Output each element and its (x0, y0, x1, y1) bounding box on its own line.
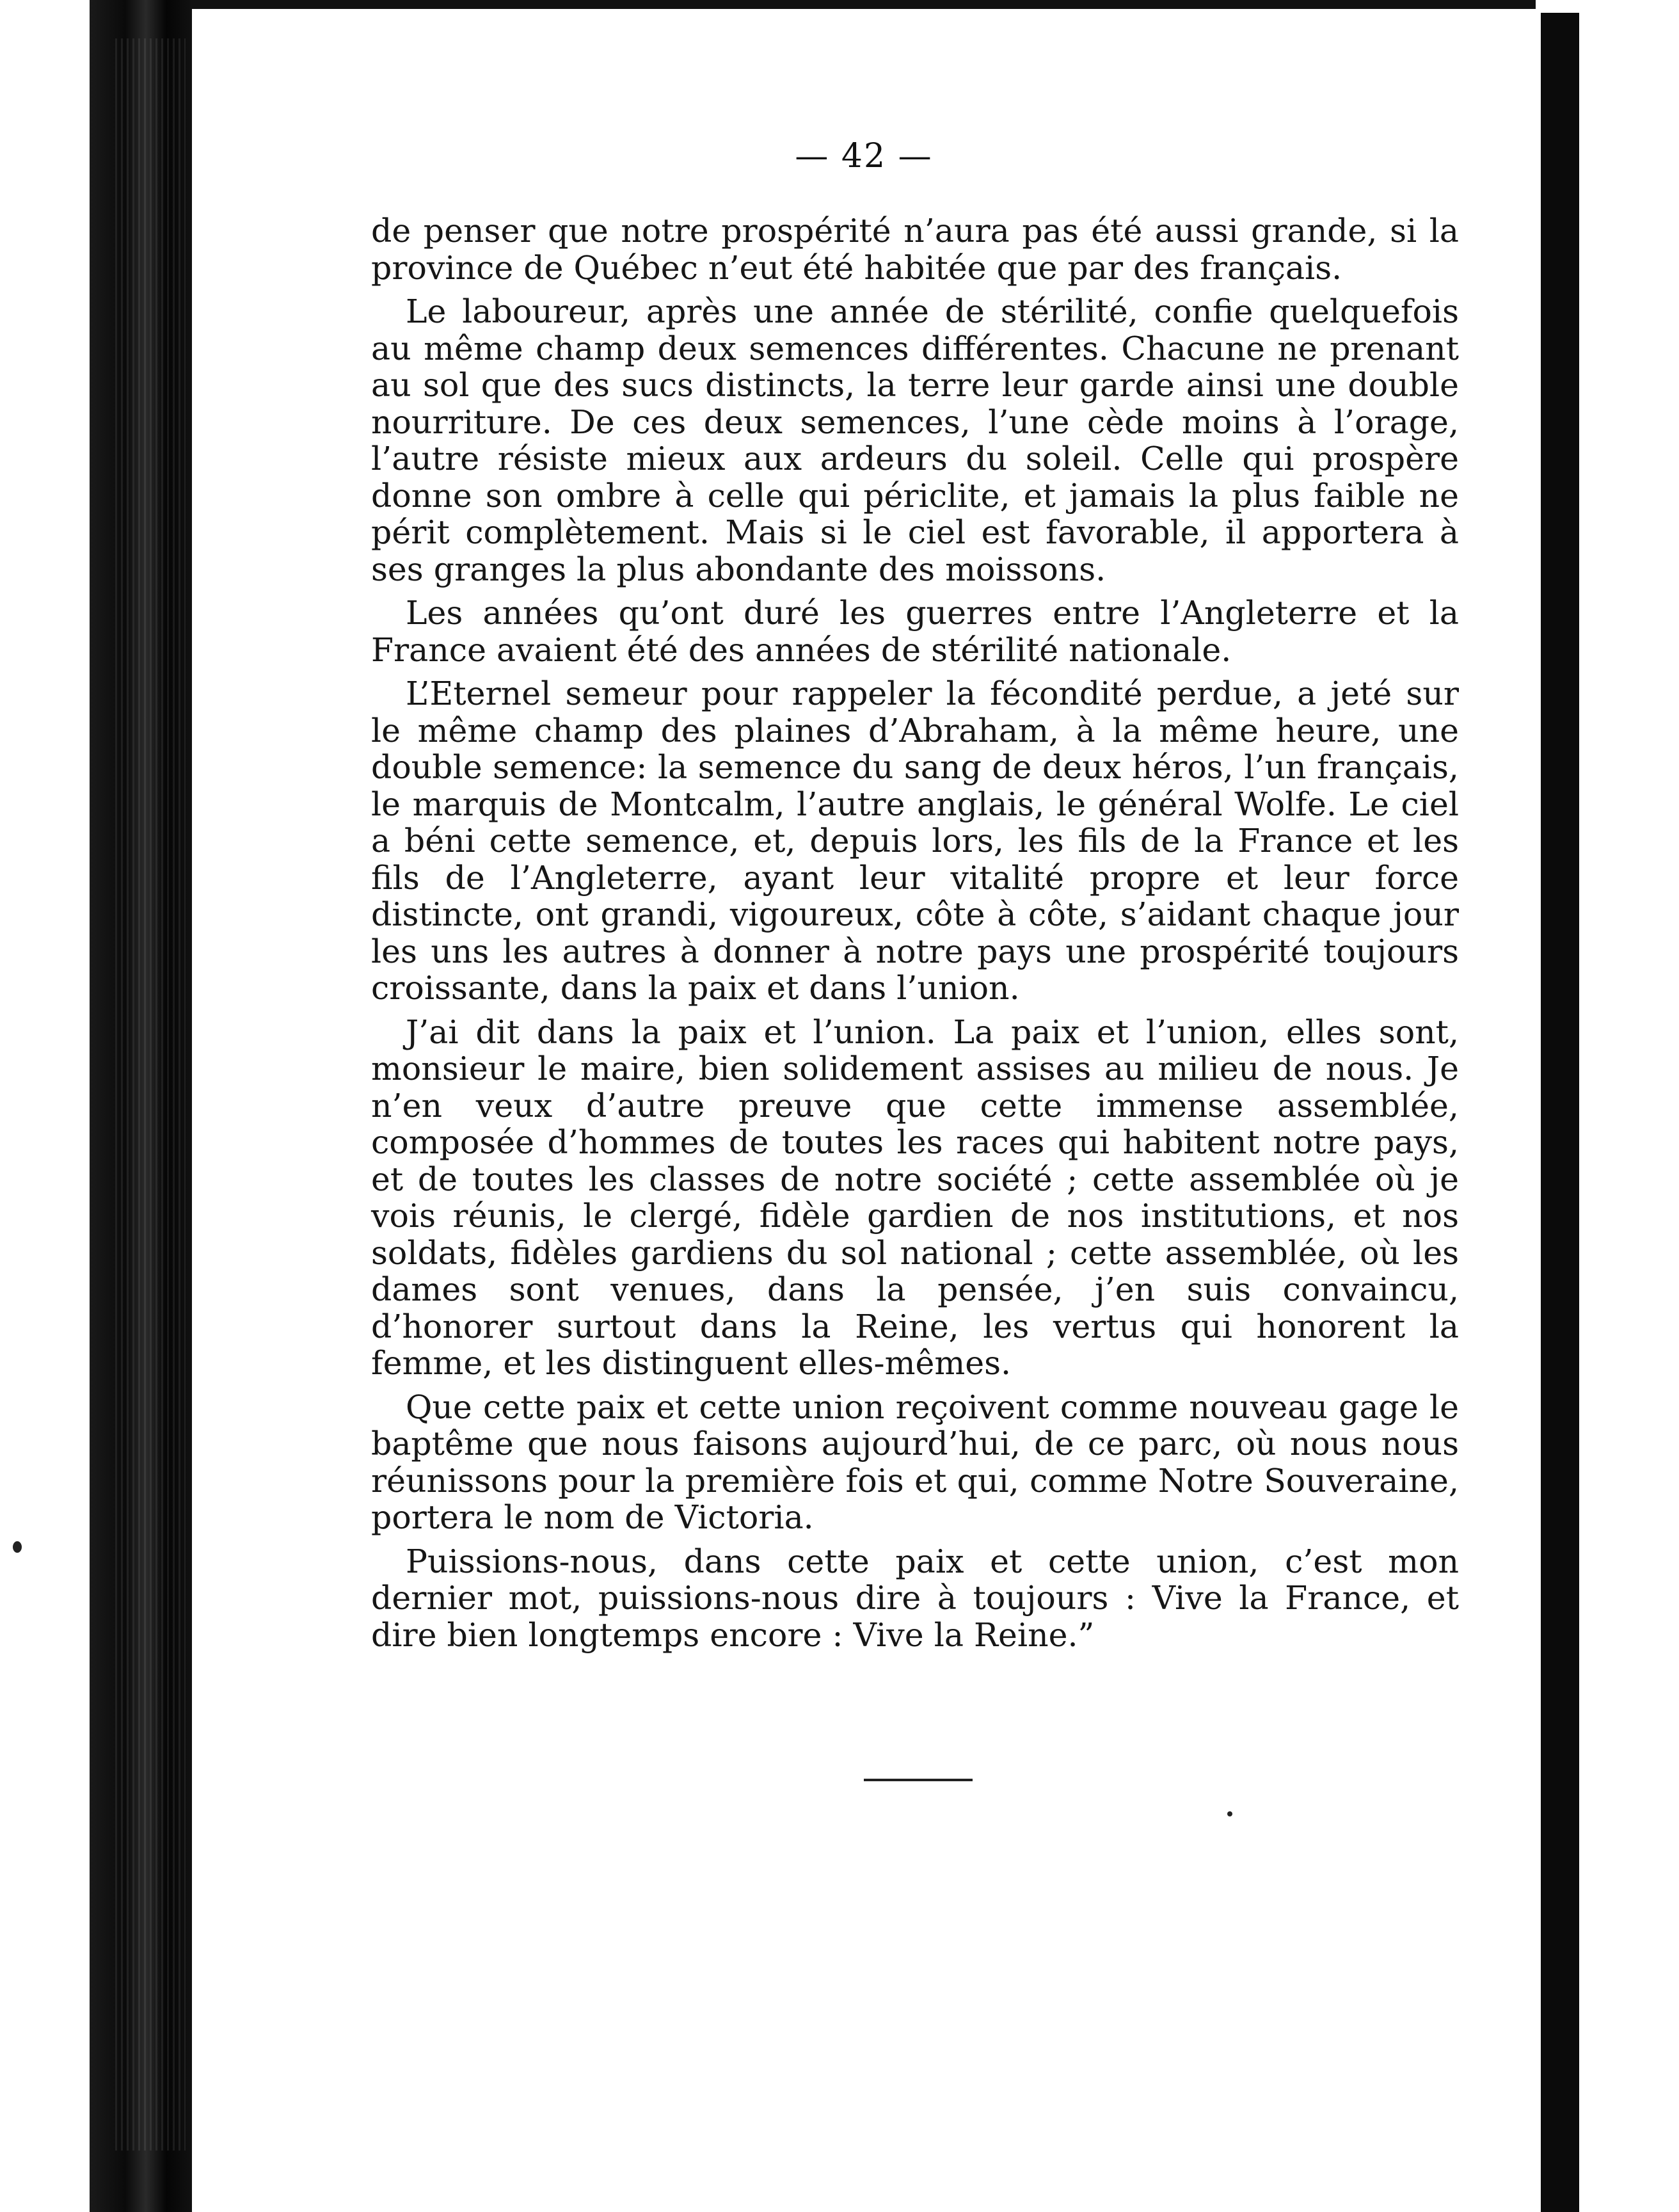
end-rule-divider (864, 1779, 973, 1781)
paragraph-2: Le laboureur, après une année de stérilité, confie quelquefois au même champ deux semences différentes. Chacune ne prenant au sol que des sucs distincts, la terre leur garde ainsi une double nourriture. De ces deux semences, l’une cède moins à l’orage, l’autre résiste mieux aux ardeurs du soleil. Celle qui prospère donne son ombre à celle qui périclite, et jamais la plus faible ne périt complètement. Mais si le ciel est favorable, il apportera à ses granges la plus abondante des moissons. (371, 293, 1459, 588)
paragraph-7: Puissions-nous, dans cette paix et cette union, c’est mon dernier mot, puissions-nous dire à toujours : Vive la France, et dire bien longtemps encore : Vive la Reine.” (371, 1542, 1459, 1654)
paragraph-6: Que cette paix et cette union reçoivent comme nouveau gage le baptême que nous faisons aujourd’hui, de ce parc, où nous nous réunissons pour la première fois et qui, comme Notre Souveraine, portera le nom de Victoria. (371, 1388, 1459, 1536)
scan-speck (13, 1541, 22, 1553)
paragraph-1: de penser que notre prospérité n’aura pas été aussi grande, si la province de Québec n’eut été habitée que par des français. (371, 212, 1459, 287)
page-edges-texture (115, 38, 186, 2151)
scan-speck (1227, 1811, 1232, 1816)
paragraph-5: J’ai dit dans la paix et l’union. La paix et l’union, elles sont, monsieur le maire, bien solidement assises au milieu de nous. Je n’en veux d’autre preuve que cette immense assemblée, composée d’hommes de toutes les races qui habitent notre pays, et de toutes les classes de notre société ; cette assemblée où je vois réunis, le clergé, fidèle gardien de nos institutions, et nos soldats, fidèles gardiens du sol national ; cette assemblée, où les dames sont venues, dans la pensée, j’en suis convaincu, d’honorer surtout dans la Reine, les vertus qui honorent la femme, et les distinguent elles-mêmes. (371, 1013, 1459, 1382)
page-number: — 42 — (795, 137, 933, 175)
paragraph-4: L’Eternel semeur pour rappeler la fécondité perdue, a jeté sur le même champ des plaines d’Abraham, à la même heure, une double semence: la semence du sang de deux héros, l’un français, le marquis de Montcalm, l’autre anglais, le général Wolfe. Le ciel a béni cette semence, et, depuis lors, les fils de la France et les fils de l’Angleterre, ayant leur vitalité propre et leur force distincte, ont grandi, vigoureux, côte à côte, s’aidant chaque jour les uns les autres à donner à notre pays une prospérité toujours croissante, dans la paix et dans l’union. (371, 675, 1459, 1007)
body-text (371, 212, 1459, 1660)
paragraph-3: Les années qu’ont duré les guerres entre l’Angleterre et la France avaient été des années de stérilité nationale. (371, 594, 1459, 669)
right-scan-border (1541, 13, 1579, 2212)
book-page (192, 9, 1536, 2212)
